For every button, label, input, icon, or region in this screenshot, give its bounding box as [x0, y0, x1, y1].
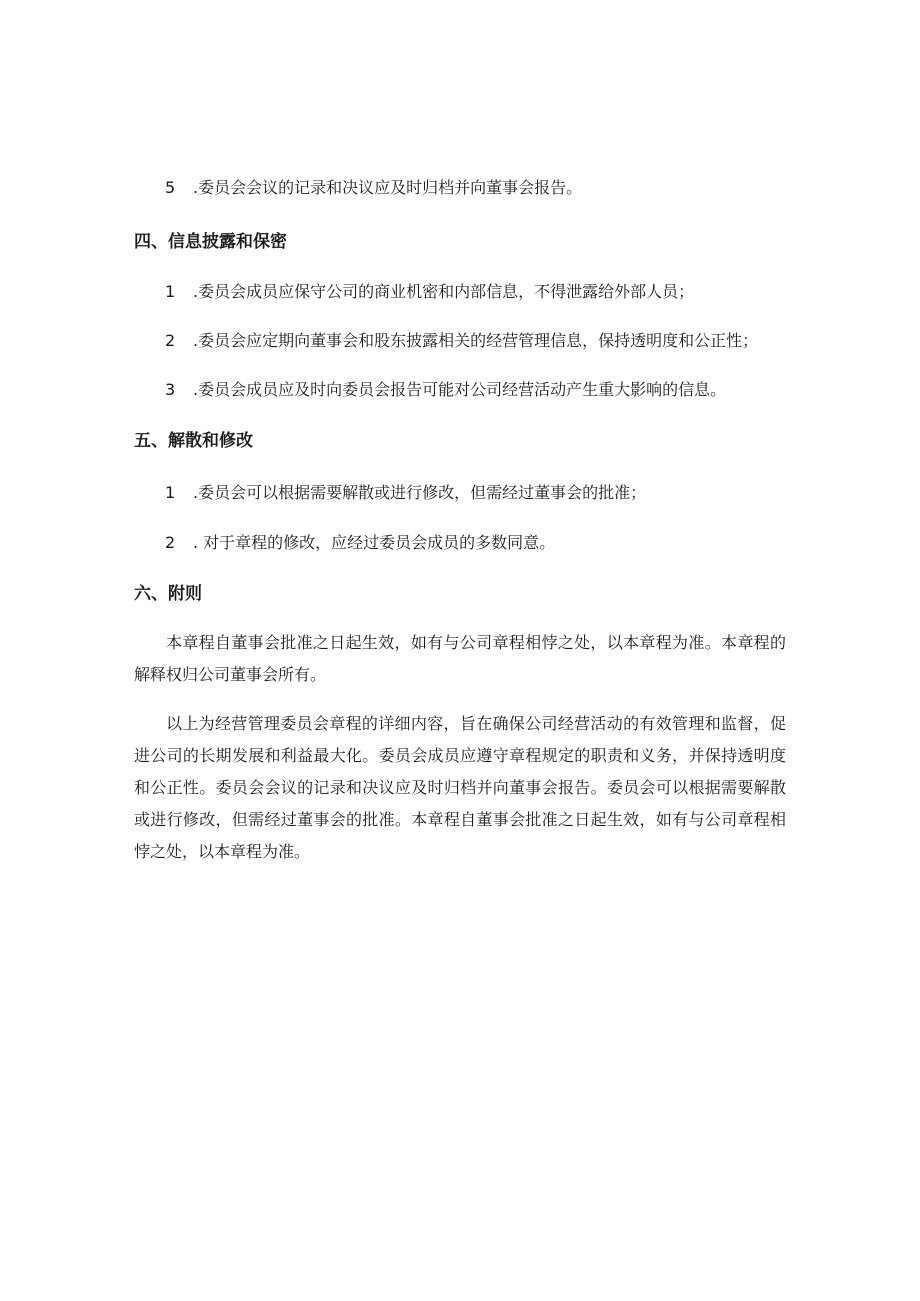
list-item [165, 331, 758, 351]
item-number: 1 [165, 282, 176, 301]
list-item [165, 533, 555, 553]
item-text: .委员会会议的记录和决议应及时归档并向董事会报告。 [193, 178, 583, 197]
item-text: .委员会可以根据需要解散或进行修改，但需经过董事会的批准； [193, 483, 647, 502]
item-number: 1 [165, 483, 176, 502]
item-text: .委员会应定期向董事会和股东披露相关的经营管理信息，保持透明度和公正性； [193, 331, 759, 350]
list-item [165, 380, 726, 400]
section-heading-6: 六、附则 [134, 584, 202, 604]
list-item [165, 282, 694, 302]
item-number: 2 [165, 533, 176, 552]
item-number: 2 [165, 331, 176, 350]
section-heading-5: 五、解散和修改 [134, 431, 253, 451]
list-item [165, 178, 582, 198]
list-item [165, 483, 646, 503]
item-number: 5 [165, 178, 176, 197]
item-text: . 对于章程的修改，应经过委员会成员的多数同意。 [193, 533, 556, 552]
item-text: .委员会成员应及时向委员会报告可能对公司经营活动产生重大影响的信息。 [193, 380, 727, 399]
paragraph: 本章程自董事会批准之日起生效，如有与公司章程相悖之处，以本章程为准。本章程的解释权归公司董事会所有。 [134, 633, 786, 684]
item-number: 3 [165, 380, 176, 399]
paragraph: 以上为经营管理委员会章程的详细内容，旨在确保公司经营活动的有效管理和监督，促进公司的长期发展和利益最大化。委员会成员应遵守章程规定的职责和义务，并保持透明度和公正性。委员会会议的记录和决议应及时归档并向董事会报告。委员会可以根据需要解散或进行修改，但需经过董事会的批准。本章程自董事会批准之日起生效，如有与公司章程相悖之处，以本章程为准。 [134, 714, 786, 861]
section-heading-4: 四、信息披露和保密 [134, 232, 287, 252]
item-text: .委员会成员应保守公司的商业机密和内部信息，不得泄露给外部人员； [193, 282, 695, 301]
